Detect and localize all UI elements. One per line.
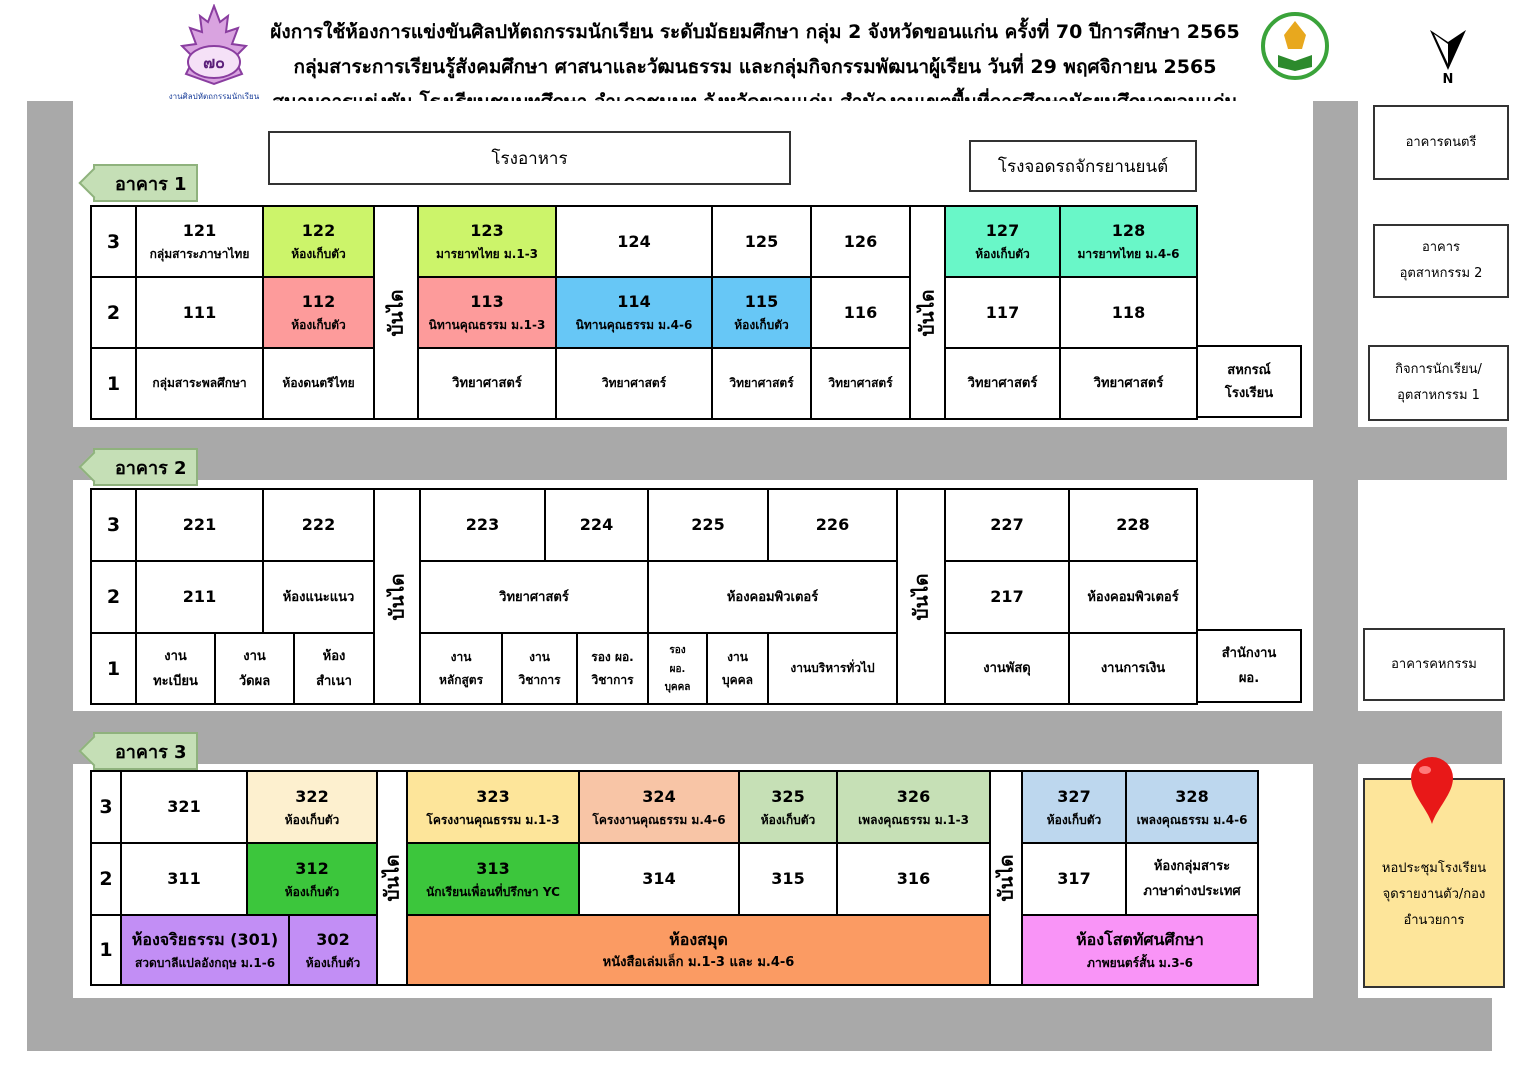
b1-science-2[interactable]: วิทยาศาสตร์ [555,347,713,420]
room-123[interactable]: 123 มารยาทไทย ม.1-3 [417,205,557,278]
svg-text:๗๐: ๗๐ [203,53,225,72]
audio-visual-room[interactable]: ห้องโสตทัศนศึกษา ภาพยนตร์สั้น ม.3-6 [1021,914,1259,986]
b3-floor-2-label: 2 [90,842,122,916]
north-arrow-icon [1426,26,1470,86]
academic-office[interactable]: งาน วิชาการ [501,632,578,705]
building-2-label: อาคาร 2 [93,448,198,486]
room-114[interactable]: 114 นิทานคุณธรรม ม.4-6 [555,276,713,349]
room-223[interactable]: 223 [419,488,546,562]
curriculum-office[interactable]: งาน หลักสูตร [419,632,503,705]
b1-stair-left: บันได [373,205,419,420]
road-between-b2-b3 [27,711,1502,764]
b2-floor-2-label: 2 [90,560,137,634]
north-label: N [1442,72,1454,87]
room-118[interactable]: 118 [1059,276,1198,349]
b2-computer-room-2[interactable]: ห้องคอมพิวเตอร์ [1068,560,1198,634]
room-121[interactable]: 121 กลุ่มสาระภาษาไทย [135,205,264,278]
room-224[interactable]: 224 [544,488,649,562]
music-building[interactable]: อาคารดนตรี [1373,105,1509,180]
copy-room[interactable]: ห้อง สำเนา [293,632,375,705]
building-1-label: อาคาร 1 [93,164,198,202]
b2-computer-room[interactable]: ห้องคอมพิวเตอร์ [647,560,898,634]
deputy-personnel-office[interactable]: รอง ผอ. บุคคล [647,632,708,705]
b1-floor-1-label: 1 [90,347,137,420]
evaluation-office[interactable]: งาน วัดผล [214,632,295,705]
canteen: โรงอาหาร [268,131,791,185]
room-111[interactable]: 111 [135,276,264,349]
room-112[interactable]: 112 ห้องเก็บตัว [262,276,375,349]
room-325[interactable]: 325 ห้องเก็บตัว [738,770,838,844]
room-217[interactable]: 217 [944,560,1070,634]
room-115[interactable]: 115 ห้องเก็บตัว [711,276,812,349]
room-228[interactable]: 228 [1068,488,1198,562]
room-211[interactable]: 211 [135,560,264,634]
b3-floor-1-label: 1 [90,914,122,986]
room-113[interactable]: 113 นิทานคุณธรรม ม.1-3 [417,276,557,349]
deputy-academic-office[interactable]: รอง ผอ. วิชาการ [576,632,649,705]
road-between-b1-b2 [27,427,1507,480]
general-admin-office[interactable]: งานบริหารทั่วไป [767,632,898,705]
room-321[interactable]: 321 [120,770,248,844]
motorcycle-parking: โรงจอดรถจักรยานยนต์ [969,140,1197,192]
guidance-room[interactable]: ห้องแนะแนว [262,560,375,634]
header-line-1: ผังการใช้ห้องการแข่งขันศิลปหัตถกรรมนักเรียน ระดับมัธยมศึกษา กลุ่ม 2 จังหวัดขอนแก่น ครั้งที่ 70 ปีการศึกษา 2565 [270,21,1240,43]
room-122[interactable]: 122 ห้องเก็บตัว [262,205,375,278]
b2-stair-left: บันได [373,488,421,705]
room-116[interactable]: 116 [810,276,911,349]
b2-stair-right: บันได [896,488,946,705]
b1-science-6[interactable]: วิทยาศาสตร์ [1059,347,1198,420]
b2-floor-1-label: 1 [90,632,137,705]
b1-floor-2-label: 2 [90,276,137,349]
room-221[interactable]: 221 [135,488,264,562]
room-117[interactable]: 117 [944,276,1061,349]
school-auditorium[interactable]: หอประชุมโรงเรียน จุดรายงานตัว/กอง อำนวยการ [1363,778,1505,988]
road-left [27,101,73,1051]
student-affairs-building[interactable]: กิจการนักเรียน/ อุตสาหกรรม 1 [1368,345,1509,421]
b2-floor-3-label: 3 [90,488,137,562]
ethics-room-301[interactable]: ห้องจริยธรรม (301) สวดบาลีแปลอังกฤษ ม.1-6 [120,914,290,986]
competition-logo [168,4,260,104]
b1-thai-music-room[interactable]: ห้องดนตรีไทย [262,347,375,420]
finance-office[interactable]: งานการเงิน [1068,632,1198,705]
foreign-language-room[interactable]: ห้องกลุ่มสาระ ภาษาต่างประเทศ [1125,842,1259,916]
room-314[interactable]: 314 [578,842,740,916]
b1-science-1[interactable]: วิทยาศาสตร์ [417,347,557,420]
road-middle [1313,101,1358,998]
room-227[interactable]: 227 [944,488,1070,562]
b3-stair-left: บันได [376,770,408,986]
school-cooperative[interactable]: สหกรณ์ โรงเรียน [1196,345,1302,418]
room-324[interactable]: 324 โครงงานคุณธรรม ม.4-6 [578,770,740,844]
personnel-office[interactable]: งาน บุคคล [706,632,769,705]
room-302[interactable]: 302 ห้องเก็บตัว [288,914,378,986]
road-bottom [27,998,1492,1051]
logo-caption: งานศิลปหัตถกรรมนักเรียน [168,92,260,101]
room-225[interactable]: 225 [647,488,769,562]
industrial-building-2[interactable]: อาคาร อุตสาหกรรม 2 [1373,224,1509,298]
room-124[interactable]: 124 [555,205,713,278]
room-322[interactable]: 322 ห้องเก็บตัว [246,770,378,844]
b1-pe-dept[interactable]: กลุ่มสาระพลศึกษา [135,347,264,420]
b3-floor-3-label: 3 [90,770,122,844]
room-128[interactable]: 128 มารยาทไทย ม.4-6 [1059,205,1198,278]
room-327[interactable]: 327 ห้องเก็บตัว [1021,770,1127,844]
room-127[interactable]: 127 ห้องเก็บตัว [944,205,1061,278]
b2-science-lab[interactable]: วิทยาศาสตร์ [419,560,649,634]
obec-emblem-icon [1260,11,1330,81]
room-326[interactable]: 326 เพลงคุณธรรม ม.1-3 [836,770,991,844]
room-315[interactable]: 315 [738,842,838,916]
room-316[interactable]: 316 [836,842,991,916]
room-328[interactable]: 328 เพลงคุณธรรม ม.4-6 [1125,770,1259,844]
b1-science-4[interactable]: วิทยาศาสตร์ [810,347,911,420]
room-226[interactable]: 226 [767,488,898,562]
b3-stair-right: บันได [989,770,1023,986]
room-311[interactable]: 311 [120,842,248,916]
room-126[interactable]: 126 [810,205,911,278]
b1-science-3[interactable]: วิทยาศาสตร์ [711,347,812,420]
registration-office[interactable]: งาน ทะเบียน [135,632,216,705]
library[interactable]: ห้องสมุด หนังสือเล่มเล็ก ม.1-3 และ ม.4-6 [406,914,991,986]
room-317[interactable]: 317 [1021,842,1127,916]
room-125[interactable]: 125 [711,205,812,278]
home-economics-building[interactable]: อาคารคหกรรม [1363,628,1505,701]
b1-science-5[interactable]: วิทยาศาสตร์ [944,347,1061,420]
room-323[interactable]: 323 โครงงานคุณธรรม ม.1-3 [406,770,580,844]
building-3-label: อาคาร 3 [93,732,198,770]
room-312[interactable]: 312 ห้องเก็บตัว [246,842,378,916]
supplies-office[interactable]: งานพัสดุ [944,632,1070,705]
b1-floor-3-label: 3 [90,205,137,278]
room-222[interactable]: 222 [262,488,375,562]
location-pin-icon [1409,756,1455,826]
room-313[interactable]: 313 นักเรียนเพื่อนที่ปรึกษา YC [406,842,580,916]
header-line-2: กลุ่มสาระการเรียนรู้สังคมศึกษา ศาสนาและวัฒนธรรม และกลุ่มกิจกรรมพัฒนาผู้เรียน วันที่ 29 พฤศจิกายน 2565 [293,56,1217,78]
b1-stair-right: บันได [909,205,946,420]
director-office[interactable]: สำนักงาน ผอ. [1196,629,1302,703]
